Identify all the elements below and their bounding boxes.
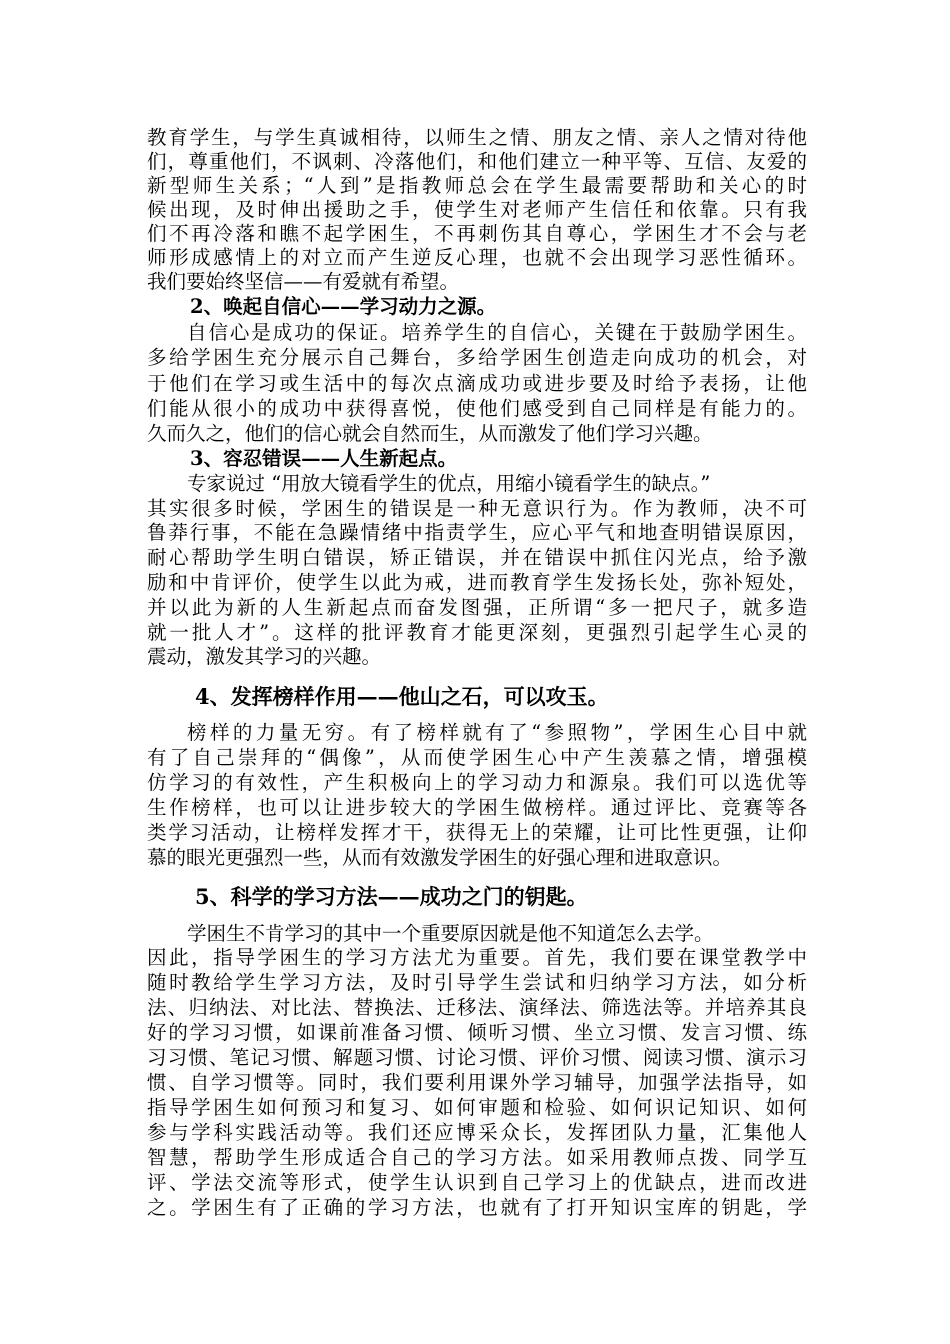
text-line: 并以此为新的人生新起点而奋发图强，正所谓“多一把尺子，就多造 [147,596,807,619]
text-line: 们，尊重他们，不讽刺、冷落他们，和他们建立一种平等、互信、友爱的 [147,150,807,173]
text-line: 久而久之，他们的信心就会自然而生，从而激发了他们学习兴趣。 [147,422,713,445]
text-line: 我们要始终坚信——有爱就有希望。 [147,270,460,293]
text-line: 就一批人才”。这样的批评教育才能更深刻，更强烈引起学生心灵的 [147,621,807,644]
text-line: 师形成感情上的对立而产生逆反心理，也就不会出现学习恶性循环。 [147,246,807,269]
text-line: 耐心帮助学生明白错误，矫正错误，并在错误中抓住闪光点，给予激 [147,546,807,569]
text-line: 震动，激发其学习的兴趣。 [147,645,382,668]
section-heading-5: 5、科学的学习方法——成功之门的钥匙。 [195,884,588,909]
text-line: 类学习活动，让榜样发挥才干，获得无上的荣耀，让可比性更强，让仰 [147,821,807,844]
text-line: 鲁莽行事，不能在急躁情绪中指责学生，应心平气和地查明错误原因， [147,521,807,544]
text-line: 生作榜样，也可以让进步较大的学困生做榜样。通过评比、竞赛等各 [147,796,807,819]
text-line: 法、归纳法、对比法、替换法、迁移法、演绎法、筛选法等。并培养其良 [147,996,807,1019]
text-line: 励和中肯评价，使学生以此为戒，进而教育学生发扬长处，弥补短处， [147,571,807,594]
text-line: 候出现，及时伸出援助之手，使学生对老师产生信任和依靠。只有我 [147,198,807,221]
text-line: 自信心是成功的保证。培养学生的自信心，关键在于鼓励学困生。 [187,321,807,344]
text-line: 慕的眼光更强烈一些，从而有效激发学困生的好强心理和进取意识。 [147,846,733,869]
section-heading-2: 2、唤起自信心——学习动力之源。 [190,295,497,318]
text-line: 仿学习的有效性，产生积极向上的学习动力和源泉。我们可以选优等 [147,771,807,794]
text-line: 指导学困生如何预习和复习、如何审题和检验、如何识记知识、如何 [147,1096,807,1119]
text-line: 智慧，帮助学生形成适合自己的学习方法。如采用教师点拨、同学互 [147,1146,807,1169]
text-line: 其实很多时候，学困生的错误是一种无意识行为。作为教师，决不可 [147,497,807,520]
text-line: 们不再冷落和瞧不起学困生，不再刺伤其自尊心，学困生才不会与老 [147,222,807,245]
text-line: 榜样的力量无穷。有了榜样就有了“参照物”，学困生心目中就 [187,721,807,744]
text-line: 之。学困生有了正确的学习方法，也就有了打开知识宝库的钥匙，学 [147,1196,807,1219]
section-heading-4: 4、发挥榜样作用——他山之石，可以攻玉。 [195,684,609,709]
text-line: 参与学科实践活动等。我们还应博采众长，发挥团队力量，汇集他人 [147,1121,807,1144]
text-line: 专家说过 “用放大镜看学生的优点，用缩小镜看学生的缺点。” [187,472,711,495]
text-line: 学困生不肯学习的其中一个重要原因就是他不知道怎么去学。 [187,922,714,945]
text-line: 好的学习习惯，如课前准备习惯、倾听习惯、坐立习惯、发言习惯、练 [147,1021,807,1044]
text-line: 习习惯、笔记习惯、解题习惯、讨论习惯、评价习惯、阅读习惯、演示习 [147,1046,807,1069]
text-line: 随时教给学生学习方法，及时引导学生尝试和归纳学习方法，如分析 [147,971,807,994]
section-heading-3: 3、容忍错误——人生新起点。 [190,447,458,470]
text-line: 教育学生，与学生真诚相待，以师生之情、朋友之情、亲人之情对待他 [147,126,807,149]
text-line: 因此，指导学困生的学习方法尤为重要。首先，我们要在课堂教学中 [147,946,807,969]
text-line: 惯、自学习惯等。同时，我们要利用课外学习辅导，加强学法指导，如 [147,1071,807,1094]
text-line: 多给学困生充分展示自己舞台，多给学困生创造走向成功的机会，对 [147,346,807,369]
text-line: 评、学法交流等形式，使学生认识到自己学习上的优缺点，进而改进 [147,1171,807,1194]
text-line: 们能从很小的成功中获得喜悦，使他们感受到自己同样是有能力的。 [147,397,807,420]
text-line: 有了自己崇拜的“偶像”，从而使学困生心中产生羡慕之情，增强模 [147,746,807,769]
text-line: 新型师生关系；“人到”是指教师总会在学生最需要帮助和关心的时 [147,174,807,197]
text-line: 于他们在学习或生活中的每次点滴成功或进步要及时给予表扬，让他 [147,372,807,395]
